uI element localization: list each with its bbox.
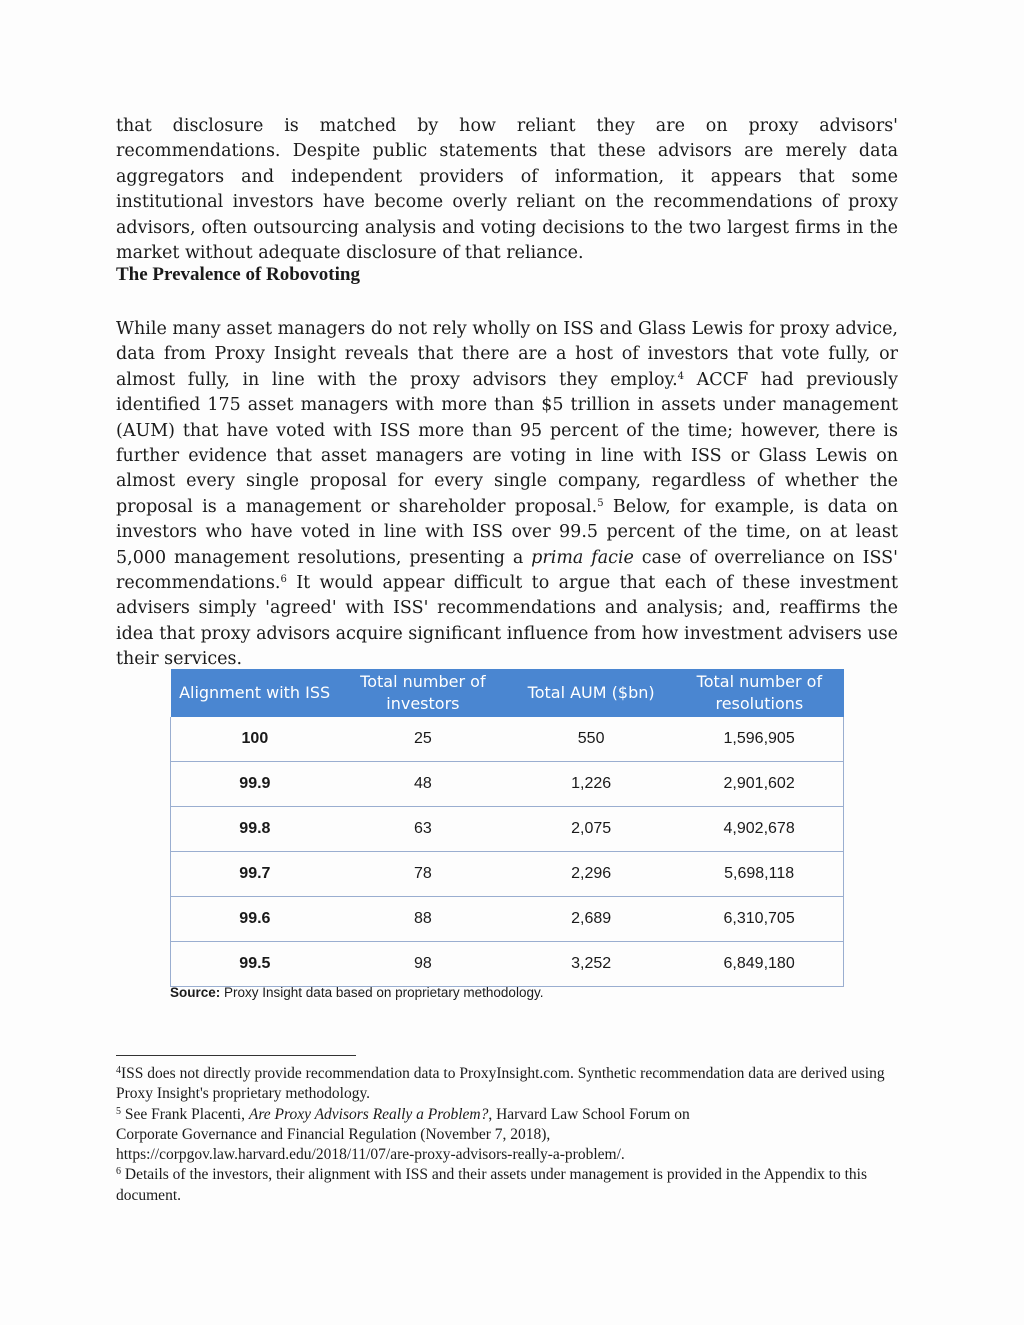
source-text: Proxy Insight data based on proprietary methodology. [220, 985, 544, 1000]
cell-resolutions: 1,596,905 [723, 730, 795, 747]
footnote-text: Details of the investors, their alignment with ISS and their assets under management is provided in the Appendix to this document. [116, 1166, 868, 1204]
footnote-number: 4 [116, 1065, 121, 1076]
cell-alignment: 99.8 [171, 807, 339, 852]
source-label: Source: [170, 985, 221, 1000]
header-aum: Total AUM ($bn) [527, 683, 655, 702]
table-row [171, 942, 844, 987]
cell-alignment: 99.9 [171, 762, 339, 807]
header-alignment: Alignment with ISS [179, 683, 331, 702]
cell-investors: 25 [413, 730, 432, 747]
footnote-text: , Harvard Law School Forum on [488, 1105, 690, 1123]
table-source-note [170, 985, 543, 1000]
cell-aum: 2,689 [507, 897, 675, 942]
cell-resolutions: 6,310,705 [675, 897, 843, 942]
table-row [171, 762, 844, 807]
footnotes [116, 1064, 896, 1206]
cell-investors: 63 [339, 807, 507, 852]
footnote-number: 5 [116, 1105, 121, 1117]
body-paragraph [116, 317, 898, 673]
header-resolutions: Total number of resolutions [696, 672, 823, 713]
cell-investors: 48 [339, 762, 507, 807]
cell-aum: 2,075 [507, 807, 675, 852]
intro-paragraph: that disclosure is matched by how reliant they are on proxy advisors' recommendations. Despite public statements that these advisors are merely data aggregators and independent providers of information, it appears that some institutional investors have become overly reliant on the recommendations of proxy advisors, often outsourcing analysis and voting decisions to the two largest firms in the market without adequate disclosure of that reliance. [116, 116, 898, 264]
cell-investors: 78 [339, 852, 507, 897]
cell-aum: 1,226 [507, 762, 675, 807]
paragraph-text-2: ACCF had previously identified 175 asset managers with more than $5 trillion in assets under management (AUM) that have voted with ISS more than 95 percent of the time; however, there is further evidence that asset managers are voting in line with ISS or Glass Lewis on almost every single proposal for every single company, regardless of whether the proposal is a management or shareholder proposal. [116, 369, 898, 517]
table-row [171, 717, 844, 762]
paragraph-text-1: While many asset managers do not rely wholly on ISS and Glass Lewis for proxy advice, data from Proxy Insight reveals that there are a host of investors that vote fully, or almost fully, in line with the proxy advisors they employ. [116, 319, 898, 390]
footnote-5-line-2: Corporate Governance and Financial Regulation (November 7, 2018), [116, 1125, 551, 1143]
table-row [171, 852, 844, 897]
alignment-table-container [170, 669, 844, 987]
cell-aum: 3,252 [507, 942, 675, 987]
cell-investors: 88 [339, 897, 507, 942]
cell-resolutions: 5,698,118 [675, 852, 843, 897]
footnote-4 [116, 1064, 896, 1105]
cell-resolutions: 2,901,602 [675, 762, 843, 807]
paragraph-text-5: It would appear difficult to argue that each of these investment advisers simply 'agreed' with ISS' recommendations and analysis; and, reaffirms the idea that proxy advisors acquire significant influence from how investment advisers use their services. [116, 573, 898, 670]
cell-aum: 2,296 [507, 852, 675, 897]
cell-resolutions: 6,849,180 [675, 942, 843, 987]
footnote-text: ISS does not directly provide recommendation data to ProxyInsight.com. Synthetic recommendation data are derived using Proxy Insight's proprietary methodology. [116, 1065, 885, 1103]
cell-investors: 98 [339, 942, 507, 987]
section-heading: The Prevalence of Robovoting [116, 264, 360, 285]
cell-alignment: 100 [241, 730, 269, 747]
footnote-ref-5[interactable]: 5 [597, 497, 604, 509]
alignment-table [170, 669, 844, 987]
footnote-5-url[interactable]: https://corpgov.law.harvard.edu/2018/11/07/are-proxy-advisors-really-a-problem/. [116, 1146, 625, 1164]
cell-resolutions: 4,902,678 [675, 807, 843, 852]
footnote-ref-4[interactable]: 4 [677, 370, 685, 382]
paragraph-text-4: case of overreliance on ISS' recommendations. [116, 547, 898, 594]
footnote-ref-6[interactable]: 6 [280, 574, 287, 586]
footnote-article-title: Are Proxy Advisors Really a Problem? [248, 1105, 489, 1123]
footnote-number: 6 [116, 1166, 121, 1178]
table-row [171, 807, 844, 852]
cell-aum: 550 [577, 730, 605, 747]
footnote-6 [116, 1165, 896, 1206]
cell-alignment: 99.7 [171, 852, 339, 897]
footnote-text: See Frank Placenti, [121, 1105, 249, 1123]
cell-alignment: 99.6 [171, 897, 339, 942]
paragraph-text-3: Below, for example, is data on investors who have voted in line with ISS over 99.5 percent of the time, on at least 5,000 management resolutions, presenting a [116, 496, 898, 568]
table-header-row [171, 669, 844, 717]
cell-alignment: 99.5 [171, 942, 339, 987]
footnote-divider [116, 1055, 356, 1056]
paragraph-italic-phrase: prima facie [531, 547, 634, 568]
table-row [171, 897, 844, 942]
footnote-5 [116, 1105, 896, 1125]
header-investors: Total number of investors [360, 672, 486, 713]
